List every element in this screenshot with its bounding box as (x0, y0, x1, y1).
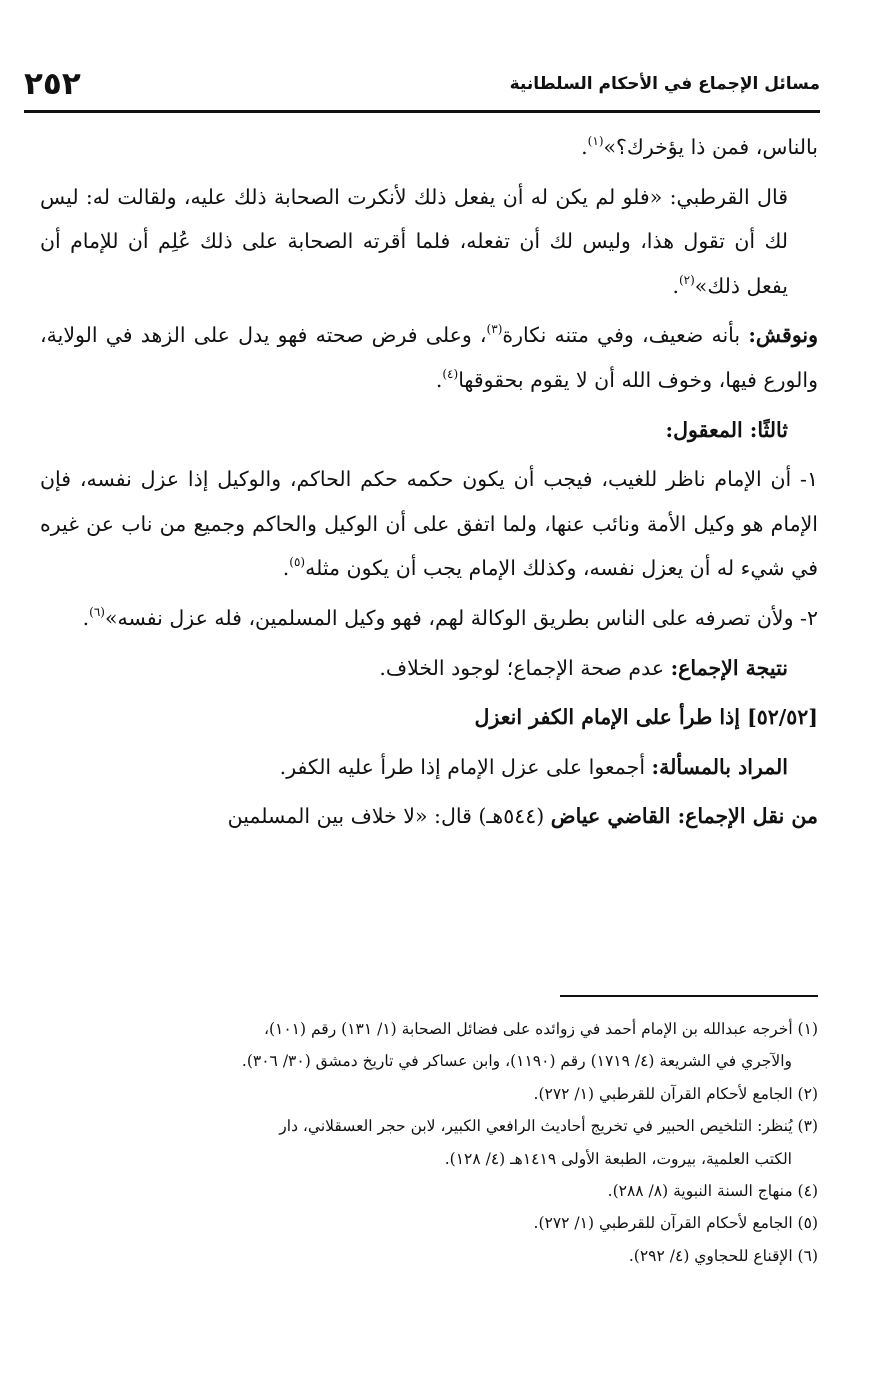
footnote-ref: (٦) (89, 604, 105, 619)
footnote-ref: (٢) (678, 272, 695, 287)
running-title: مسائل الإجماع في الأحكام السلطانية (509, 74, 820, 94)
paragraph-text: عدم صحة الإجماع؛ لوجود الخلاف. (379, 655, 671, 680)
paragraph-text: ، وعلى فرض صحته فهو يدل على الزهد في الولاية، والورع فيها، وخوف الله أن لا يقوم بحقوقها (40, 323, 818, 392)
paragraph-text: ٢- ولأن تصرفه على الناس بطريق الوكالة لهم، فهو وكيل المسلمين، فله عزل نفسه» (104, 605, 818, 630)
footnote: (٣) يُنظر: التلخيص الحبير في تخريج أحاديث الرافعي الكبير، لابن حجر العسقلاني، دار (279, 1117, 818, 1136)
paragraph: ١- أن الإمام ناظر للغيب، فيجب أن يكون حكمه حكم الحاكم، والوكيل إذا عزل نفسه، فإن الإمام هو وكيل الأمة ونائب عنها، ولما اتفق على أن الوكيل والحاكم وجميع من ناب عن غيره في شيء له أن يعزل نفسه، وكذلك الإمام يجب أن يكون مثله$^{(٥)}$. (40, 467, 818, 581)
paragraph-text: بالناس، فمن ذا يؤخرك؟» (603, 135, 818, 159)
footnotes (40, 1013, 818, 1272)
paragraph (40, 745, 818, 790)
paragraph-text: قال القرطبي: «فلو لم يكن له أن يفعل ذلك لأنكرت الصحابة ذلك عليه، ولقالت له: ليس لك أن تقول هذا، وليس لك أن تفعله، فلما أقرته الصحابة على ذلك عُلِم أن للإمام أن يفعل ذلك» (40, 184, 788, 298)
footnote: (٤) منهاج السنة النبوية (٨/ ٢٨٨). (607, 1182, 818, 1201)
main-text (40, 125, 818, 844)
paragraph: قال القرطبي: «فلو لم يكن له أن يفعل ذلك لأنكرت الصحابة ذلك عليه، ولقالت له: ليس لك أن تقول هذا، وليس لك أن تفعله، فلما أقرته الصحابة على ذلك عُلِم أن للإمام أن يفعل ذلك»$^{(٢)}$. (40, 184, 788, 298)
footnote: (١) أخرجه عبدالله بن الإمام أحمد في زوائده على فضائل الصحابة (١/ ١٣١) رقم (١٠١)، (263, 1020, 818, 1038)
scholar-name: القاضي عياض (550, 804, 678, 829)
footnote-divider (560, 995, 818, 997)
paragraph: ونوقش: بأنه ضعيف، وفي متنه نكارة$^{(٣)}$، وعلى فرض صحته فهو يدل على الزهد في الولاية، والورع فيها، وخوف الله أن لا يقوم بحقوقها$^{(٤)}$. (40, 322, 819, 392)
header-divider (24, 110, 820, 113)
paragraph-label: ونوقش: (748, 323, 819, 348)
paragraph: ٢- ولأن تصرفه على الناس بطريق الوكالة لهم، فهو وكيل المسلمين، فله عزل نفسه»$^{(٦)}$. (82, 604, 818, 630)
paragraph-label: من نقل الإجماع: (677, 804, 818, 829)
paragraph-text: (٥٤٤هـ) قال: «لا خلاف بين المسلمين (227, 804, 551, 829)
footnote-continuation: والآجري في الشريعة (٤/ ١٧١٩) رقم (١١٩٠)، وابن عساكر في تاريخ دمشق (٣٠/ ٣٠٦). (241, 1052, 792, 1071)
paragraph-text: أجمعوا على عزل الإمام إذا طرأ عليه الكفر. (279, 754, 652, 779)
page-header (24, 58, 820, 110)
issue-heading: [٥٢/٥٢] إذا طرأ على الإمام الكفر انعزل (474, 705, 818, 730)
paragraph-label: نتيجة الإجماع: (670, 655, 788, 680)
footnote-ref: (٥) (289, 555, 306, 570)
paragraph-text: ١- أن الإمام ناظر للغيب، فيجب أن يكون حكمه حكم الحاكم، والوكيل إذا عزل نفسه، فإن الإمام هو وكيل الأمة ونائب عنها، ولما اتفق على أن الوكيل والحاكم وجميع من ناب عن غيره في شيء له أن يعزل نفسه، وكذلك الإمام يجب أن يكون مثله (40, 467, 818, 581)
footnote-ref: (٣) (486, 322, 503, 337)
paragraph (40, 646, 818, 691)
footnote: (٢) الجامع لأحكام القرآن للقرطبي (١/ ٢٧٢). (533, 1084, 818, 1103)
footnote: (٥) الجامع لأحكام القرآن للقرطبي (١/ ٢٧٢). (533, 1214, 818, 1233)
footnote-continuation: الكتب العلمية، بيروت، الطبعة الأولى ١٤١٩هـ (٤/ ١٢٨). (444, 1149, 792, 1168)
paragraph (40, 794, 818, 839)
paragraph-text: بأنه ضعيف، وفي متنه نكارة (502, 323, 749, 348)
paragraph: بالناس، فمن ذا يؤخرك؟»$^{(١)}$. (581, 134, 818, 159)
footnote-ref: (٤) (442, 366, 459, 381)
footnote: (٦) الإقناع للحجاوي (٤/ ٢٩٢). (628, 1246, 818, 1265)
page-number: ٢٥٢ (24, 66, 81, 102)
footnote-ref: (١) (587, 134, 604, 148)
section-heading: ثالثًا: المعقول: (665, 417, 788, 442)
paragraph-label: المراد بالمسألة: (651, 754, 788, 779)
